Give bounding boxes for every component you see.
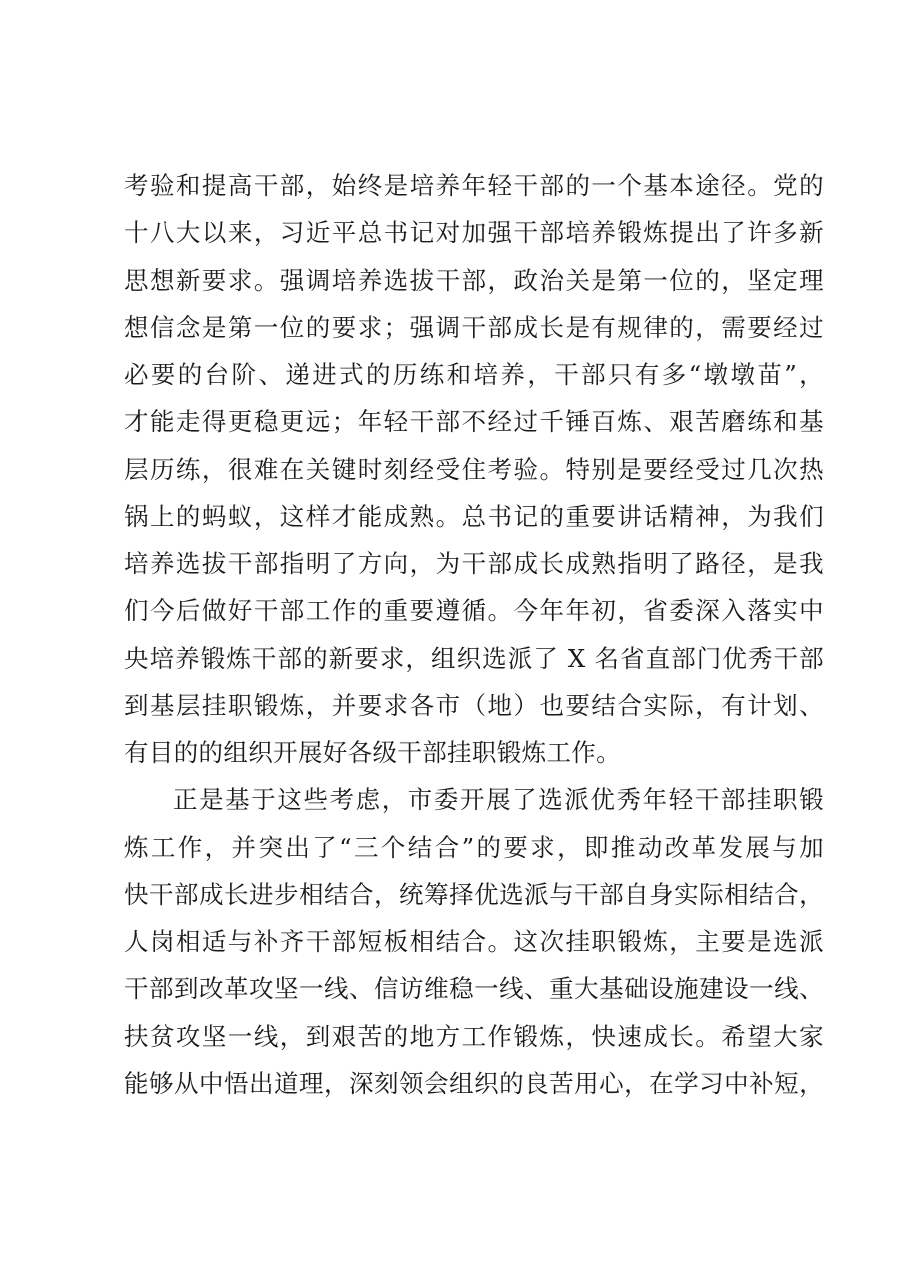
paragraph-1-line-8: 锅上的蚂蚁，这样才能成熟。总书记的重要讲话精神，为我们 bbox=[124, 501, 824, 531]
paragraph-1-line-5: 必要的台阶、递进式的历练和培养，干部只有多“墩墩苗”， bbox=[124, 360, 824, 389]
body-text bbox=[124, 162, 824, 1107]
paragraph-1-line-6: 才能走得更稳更远；年轻干部不经过千锤百炼、艰苦磨练和基 bbox=[124, 407, 824, 437]
paragraph-2-line-2: 炼工作，并突出了“三个结合”的要求，即推动改革发展与加 bbox=[124, 832, 824, 862]
paragraph-1-line-1: 考验和提高干部，始终是培养年轻干部的一个基本途径。党的 bbox=[124, 171, 824, 200]
paragraph-2-line-4: 人岗相适与补齐干部短板相结合。这次挂职锻炼，主要是选派 bbox=[124, 927, 824, 956]
paragraph-1-line-2: 十八大以来，习近平总书记对加强干部培养锻炼提出了许多新 bbox=[124, 218, 824, 248]
paragraph-1-line-12: 到基层挂职锻炼，并要求各市（地）也要结合实际，有计划、 bbox=[124, 690, 824, 720]
paragraph-2-line-6: 扶贫攻坚一线，到艰苦的地方工作锻炼，快速成长。希望大家 bbox=[124, 1021, 824, 1051]
paragraph-2-line-1: 正是基于这些考虑，市委开展了选派优秀年轻干部挂职锻 bbox=[173, 785, 824, 815]
paragraph-1-line-13: 有目的的组织开展好各级干部挂职锻炼工作。 bbox=[124, 738, 621, 767]
paragraph-1-line-3: 思想新要求。强调培养选拔干部，政治关是第一位的，坚定理 bbox=[124, 265, 824, 295]
paragraph-2-line-3: 快干部成长进步相结合，统筹择优选派与干部自身实际相结合， bbox=[124, 879, 824, 909]
paragraph-1-line-11: 央培养锻炼干部的新要求，组织选派了 X 名省直部门优秀干部 bbox=[124, 643, 824, 673]
paragraph-1-line-10: 们今后做好干部工作的重要遵循。今年年初，省委深入落实中 bbox=[124, 596, 824, 626]
paragraph-1-line-7: 层历练，很难在关键时刻经受住考验。特别是要经受过几次热 bbox=[124, 454, 824, 484]
paragraph-1-line-4: 想信念是第一位的要求；强调干部成长是有规律的，需要经过 bbox=[124, 312, 824, 342]
paragraph-2-line-7: 能够从中悟出道理，深刻领会组织的良苦用心，在学习中补短， bbox=[124, 1068, 824, 1098]
paragraph-1-line-9: 培养选拔干部指明了方向，为干部成长成熟指明了路径，是我 bbox=[124, 549, 824, 578]
paragraph-2-line-5: 干部到改革攻坚一线、信访维稳一线、重大基础设施建设一线、 bbox=[124, 974, 824, 1004]
